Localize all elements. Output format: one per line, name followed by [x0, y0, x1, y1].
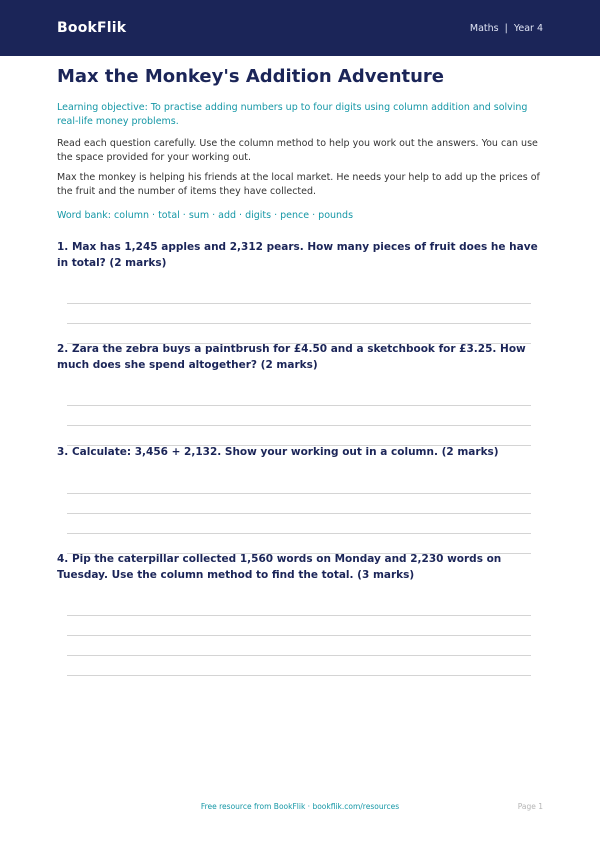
learning-objective: Learning objective: To practise adding numbers up to four digits using column addition and solving real-life money problems.	[57, 102, 528, 127]
answer-line[interactable]	[67, 675, 531, 676]
answer-line[interactable]	[67, 533, 531, 534]
intro-paragraph: Read each question carefully. Use the column method to help you work out the answers. You can use the space provided for your working out.	[57, 138, 538, 163]
answer-line[interactable]	[67, 323, 531, 324]
answer-line[interactable]	[67, 303, 531, 304]
question-4: 4. Pip the caterpillar collected 1,560 words on Monday and 2,230 words on Tuesday. Use the column method to find the total. (3 marks)	[57, 553, 502, 581]
footer	[0, 802, 600, 816]
answer-line[interactable]	[67, 425, 531, 426]
question-2: 2. Zara the zebra buys a paintbrush for £4.50 and a sketchbook for £3.25. How much does she spend altogether? (2 marks)	[57, 343, 526, 371]
answer-line[interactable]	[67, 513, 531, 514]
page-number: Page 1	[517, 802, 543, 811]
answer-line[interactable]	[67, 493, 531, 494]
answer-line[interactable]	[67, 635, 531, 636]
header-bar	[0, 0, 600, 56]
footer-resource-link[interactable]: Free resource from BookFlik · bookflik.com/resources	[200, 802, 400, 811]
brand-logo[interactable]: BookFlik	[57, 20, 127, 36]
answer-line[interactable]	[67, 405, 531, 406]
question-1: 1. Max has 1,245 apples and 2,312 pears. How many pieces of fruit does he have in total? (2 marks)	[57, 241, 538, 269]
year-label: Year 4	[513, 22, 543, 34]
subject-label: Maths	[469, 22, 499, 34]
page-title: Max the Monkey's Addition Adventure	[57, 66, 445, 87]
meta-separator: |	[504, 22, 508, 34]
question-3: 3. Calculate: 3,456 + 2,132. Show your working out in a column. (2 marks)	[57, 446, 499, 458]
subject-meta	[470, 23, 543, 34]
answer-line[interactable]	[67, 615, 531, 616]
word-bank: Word bank: column · total · sum · add · digits · pence · pounds	[57, 210, 354, 221]
intro-paragraph: Max the monkey is helping his friends at the local market. He needs your help to add up the prices of the fruit and the number of items they have collected.	[57, 172, 540, 197]
answer-line[interactable]	[67, 655, 531, 656]
